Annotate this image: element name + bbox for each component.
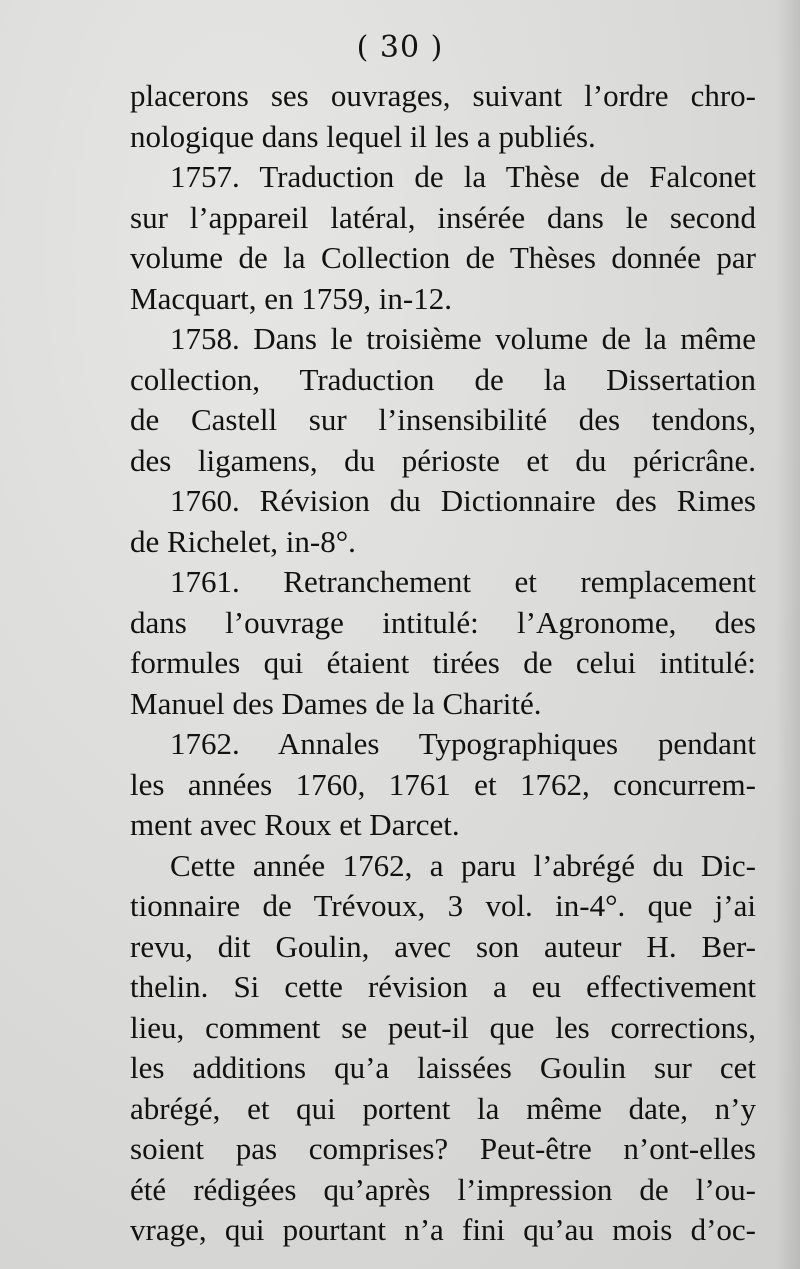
text-line: formules qui étaient tirées de celui intitulé: [130,645,756,680]
page-number: ( 30 ) [356,30,444,65]
text-line: Manuel des Dames de la Charité. [130,685,542,721]
text-line: placerons ses ouvrages, suivant l’ordre chro- [130,78,756,113]
text-line: les années 1760, 1761 et 1762, concurrem- [130,766,756,802]
text-line: des ligamens, du périoste et du péricrâne. [130,442,756,478]
text-line: tionnaire de Trévoux, 3 vol. in-4°. que j’ai [130,888,756,923]
text-line: Cette année 1762, a paru l’abrégé du Dic- [170,847,756,883]
text-line: thelin. Si cette révision a eu effectivement [130,969,756,1004]
text-line: ment avec Roux et Darcet. [130,807,460,842]
text-line: sur l’appareil latéral, insérée dans le second [130,199,756,235]
text-line: 1761. Retranchement et remplacement [170,564,756,599]
text-line: revu, dit Goulin, avec son auteur H. Ber- [130,928,756,964]
text-line: 1762. Annales Typographiques pendant [170,726,756,761]
text-line: volume de la Collection de Thèses donnée par [130,240,756,275]
text-line: les additions qu’a laissées Goulin sur cet [130,1050,756,1085]
text-line: de Richelet, in-8°. [130,523,356,559]
body-text [130,76,756,1251]
text-line: de Castell sur l’insensibilité des tendons, [130,402,756,437]
text-line: vrage, qui pourtant n’a fini qu’au mois d’oc- [130,1212,756,1247]
text-line: lieu, comment se peut-il que les corrections, [130,1009,756,1045]
text-line: été rédigées qu’après l’impression de l’ou- [130,1171,756,1207]
text-line: 1758. Dans le troisième volume de la même [170,321,756,356]
text-line: collection, Traduction de la Dissertation [130,361,756,397]
text-line: abrégé, et qui portent la même date, n’y [130,1090,756,1126]
text-line: Macquart, en 1759, in-12. [130,280,452,316]
text-line: dans l’ouvrage intitulé: l’Agronome, des [130,604,756,640]
text-line: soient pas comprises? Peut-être n’ont-elles [130,1131,756,1166]
text-line: 1757. Traduction de la Thèse de Falconet [170,159,756,194]
text-line: nologique dans lequel il les a publiés. [130,118,596,154]
text-line: 1760. Révision du Dictionnaire des Rimes [170,483,756,518]
